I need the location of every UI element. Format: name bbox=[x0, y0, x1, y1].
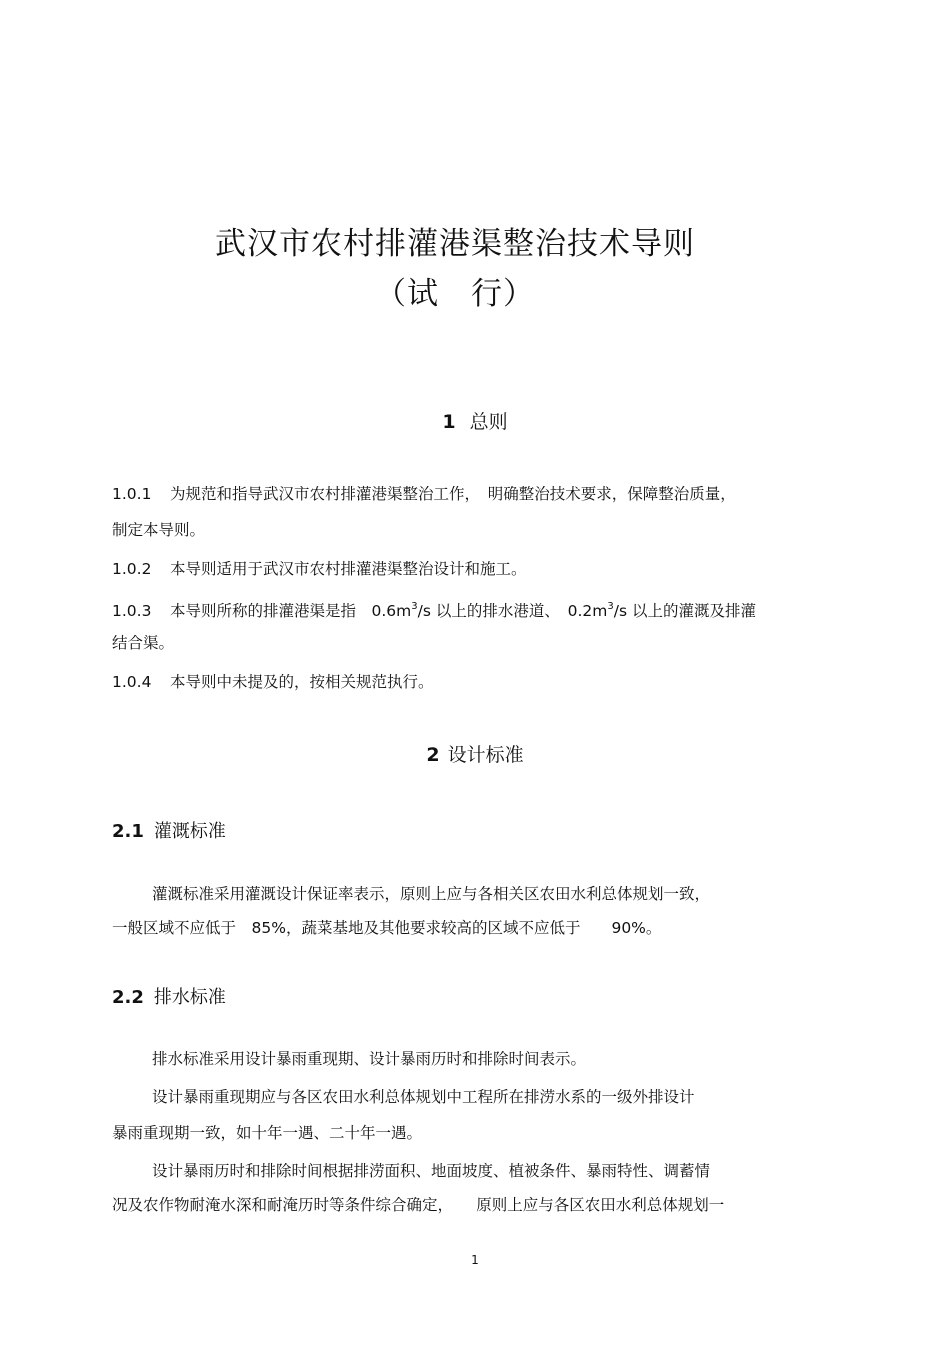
subsection-number: 2.2 bbox=[112, 987, 144, 1008]
paragraph-line: 暴雨重现期一致，如十年一遇、二十年一遇。 bbox=[112, 1124, 423, 1142]
clause-text: /s 以上的排水港道、 0.2m bbox=[417, 602, 608, 620]
clause-text: 本导则中未提及的，按相关规范执行。 bbox=[170, 673, 434, 691]
page-number: 1 bbox=[471, 1253, 479, 1267]
clause-number: 1.0.4 bbox=[112, 673, 152, 691]
paragraph-line: 设计暴雨历时和排除时间根据排涝面积、地面坡度、植被条件、暴雨特性、调蓄情 bbox=[152, 1162, 711, 1180]
subsection-heading-2-2 bbox=[112, 983, 226, 1009]
clause-text: 本导则适用于武汉市农村排灌港渠整治设计和施工。 bbox=[170, 560, 527, 578]
document-title: 武汉市农村排灌港渠整治技术导则 bbox=[215, 226, 695, 262]
clause-1-0-3-continued: 结合渠。 bbox=[112, 634, 175, 652]
superscript: 3 bbox=[607, 601, 614, 612]
section-heading-2 bbox=[0, 740, 950, 767]
paragraph-line: 一般区域不应低于 85%，蔬菜基地及其他要求较高的区域不应低于 90%。 bbox=[112, 919, 662, 937]
section-title: 设计标准 bbox=[447, 744, 524, 766]
clause-number: 1.0.1 bbox=[112, 485, 152, 503]
clause-1-0-2 bbox=[112, 559, 527, 579]
subsection-number: 2.1 bbox=[112, 821, 144, 842]
document-subtitle: （试 行） bbox=[375, 276, 535, 312]
superscript: 3 bbox=[411, 601, 418, 612]
paragraph-line: 设计暴雨重现期应与各区农田水利总体规划中工程所在排涝水系的一级外排设计 bbox=[152, 1088, 695, 1106]
section-heading-1 bbox=[0, 407, 950, 434]
section-number: 1 bbox=[442, 411, 456, 433]
paragraph-line: 排水标准采用设计暴雨重现期、设计暴雨历时和排除时间表示。 bbox=[152, 1050, 587, 1068]
clause-text: 本导则所称的排灌港渠是指 0.6m bbox=[170, 602, 412, 620]
clause-text: /s 以上的灌溉及排灌 bbox=[613, 602, 756, 620]
clause-1-0-1 bbox=[112, 484, 736, 504]
clause-1-0-1-continued: 制定本导则。 bbox=[112, 521, 206, 539]
subsection-heading-2-1 bbox=[112, 817, 226, 843]
clause-1-0-3 bbox=[112, 597, 756, 621]
section-number: 2 bbox=[426, 744, 440, 766]
paragraph-line: 灌溉标准采用灌溉设计保证率表示，原则上应与各相关区农田水利总体规划一致， bbox=[152, 885, 711, 903]
paragraph-line: 况及农作物耐淹水深和耐淹历时等条件综合确定， 原则上应与各区农田水利总体规划一 bbox=[112, 1196, 725, 1214]
subsection-title: 排水标准 bbox=[153, 987, 226, 1008]
clause-text: 为规范和指导武汉市农村排灌港渠整治工作， 明确整治技术要求，保障整治质量， bbox=[170, 485, 736, 503]
clause-number: 1.0.2 bbox=[112, 560, 152, 578]
section-title: 总则 bbox=[469, 411, 508, 433]
subsection-title: 灌溉标准 bbox=[153, 821, 226, 842]
clause-number: 1.0.3 bbox=[112, 602, 152, 620]
clause-1-0-4 bbox=[112, 672, 434, 692]
